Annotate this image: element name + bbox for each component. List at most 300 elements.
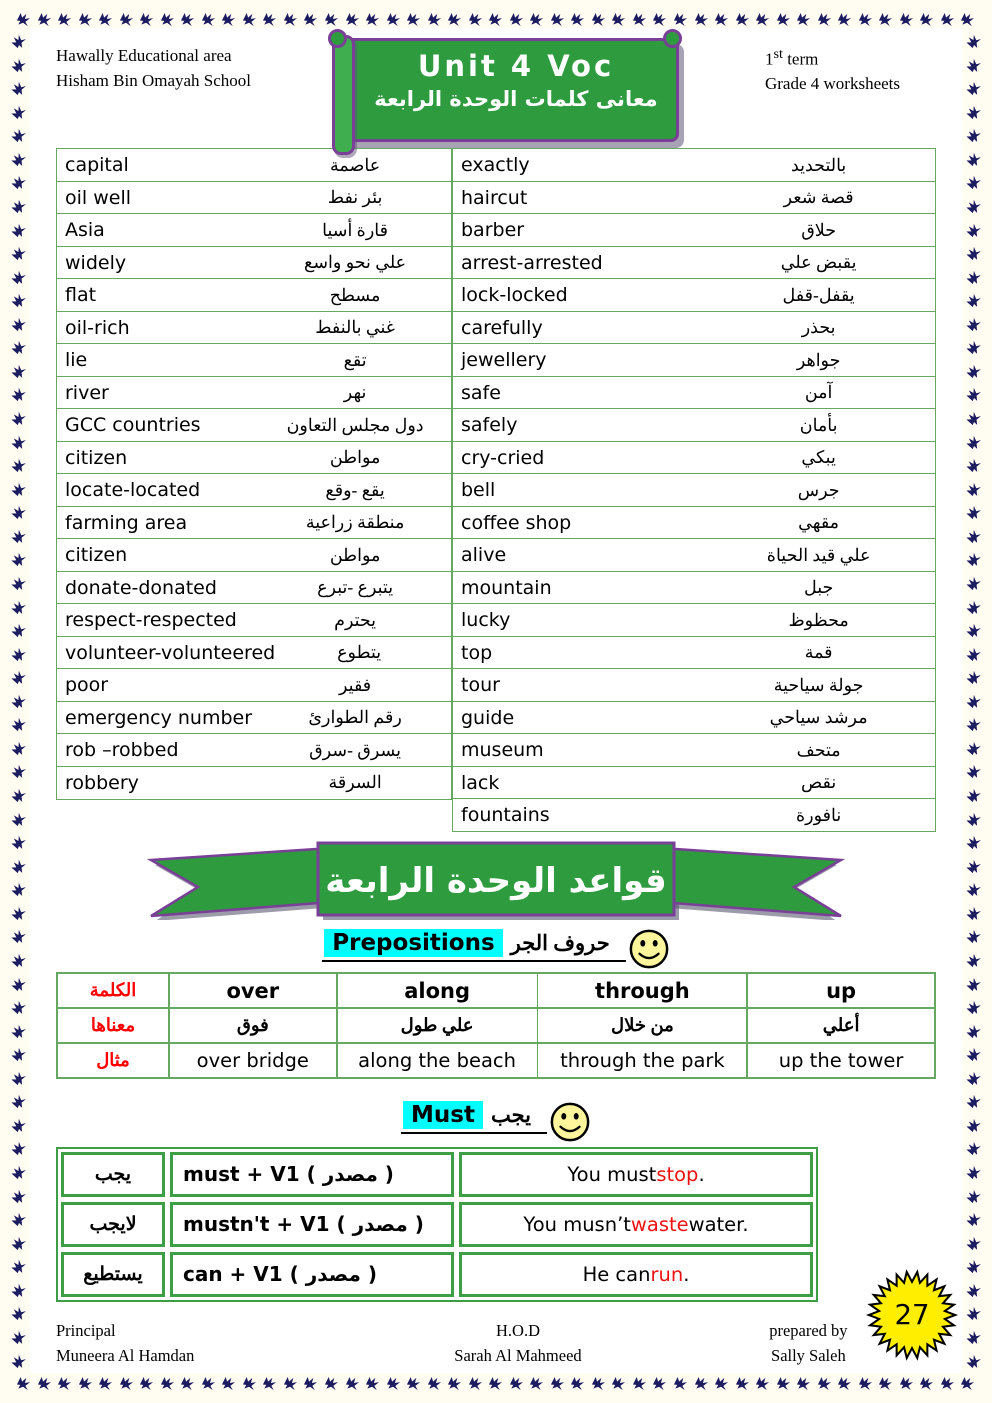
bird-border-icon: [488, 12, 503, 27]
arabic-meaning: نافورة: [796, 804, 842, 825]
arabic-meaning: نقص: [801, 772, 837, 793]
arabic-meaning: قارة أسيا: [322, 219, 389, 240]
bird-border-icon: [964, 315, 982, 333]
bird-border-icon: [9, 551, 27, 569]
bird-border-icon: [817, 1376, 832, 1391]
preposition-word: through: [538, 974, 746, 1007]
bird-border-icon: [345, 12, 360, 27]
bird-border-icon: [9, 244, 27, 262]
prep-row-label: الكلمة: [58, 974, 168, 1007]
arabic-meaning: يسرق -سرق: [309, 739, 401, 760]
vocab-row: [56, 311, 452, 345]
vocab-row: [56, 408, 452, 442]
bird-border-icon: [964, 386, 982, 404]
bird-border-icon: [160, 12, 175, 27]
arabic-meaning: مواطن: [329, 544, 381, 565]
bird-border-icon: [16, 12, 31, 27]
english-word: robbery: [65, 771, 139, 794]
example-highlighted-word: waste: [630, 1212, 689, 1236]
bird-border-icon: [964, 928, 982, 946]
arabic-meaning: بالتحديد: [790, 154, 847, 175]
bird-border-icon: [611, 1376, 626, 1391]
bird-border-icon: [964, 716, 982, 734]
vocab-row: [452, 148, 936, 182]
bird-border-icon: [9, 480, 27, 498]
english-word: donate-donated: [65, 576, 217, 599]
bird-border-icon: [652, 1376, 667, 1391]
bird-border-icon: [406, 1376, 421, 1391]
bird-border-icon: [9, 409, 27, 427]
bird-border-icon: [964, 103, 982, 121]
vocab-row: [56, 148, 452, 182]
bird-border-icon: [9, 857, 27, 875]
bird-border-icon: [591, 12, 606, 27]
bird-border-icon: [776, 1376, 791, 1391]
english-word: alive: [461, 544, 507, 567]
arabic-meaning: علي قيد الحياة: [766, 544, 871, 565]
bird-border-icon: [180, 1376, 195, 1391]
bird-border-icon: [9, 268, 27, 286]
bird-border-icon: [57, 12, 72, 27]
bird-border-icon: [303, 12, 318, 27]
bird-border-icon: [139, 12, 154, 27]
arabic-meaning: علي نحو واسع: [304, 252, 407, 273]
arabic-meaning: تقع: [343, 349, 367, 370]
arabic-meaning: عاصمة: [330, 154, 381, 175]
preposition-word: over: [170, 974, 336, 1007]
example-text: water.: [688, 1212, 749, 1236]
bird-border-icon: [9, 1046, 27, 1064]
scroll-curl-icon: [663, 29, 682, 48]
bird-border-icon: [611, 12, 626, 27]
bird-border-icon: [9, 386, 27, 404]
bird-border-icon: [714, 12, 729, 27]
english-word: capital: [65, 154, 129, 177]
bird-border-icon: [796, 1376, 811, 1391]
bird-border-icon: [9, 56, 27, 74]
arabic-meaning: يتبرع -تبرع: [317, 577, 394, 598]
bird-border-icon: [119, 12, 134, 27]
decorative-border-left: [11, 34, 26, 1369]
bird-border-icon: [447, 12, 462, 27]
preparer-name: Sally Saleh: [771, 1346, 846, 1366]
footer-principal: [56, 1318, 355, 1369]
arabic-meaning: قمة: [804, 642, 833, 663]
vocab-table-right: [452, 148, 936, 832]
school-info: [56, 44, 251, 93]
bird-border-icon: [283, 12, 298, 27]
bird-border-icon: [964, 669, 982, 687]
vocab-row: [452, 376, 936, 410]
bird-border-icon: [714, 1376, 729, 1391]
educational-area: Hawally Educational area: [56, 46, 232, 65]
english-word: fountains: [461, 804, 550, 827]
vocab-row: [56, 181, 452, 215]
must-example-sentence: [459, 1252, 813, 1297]
arabic-meaning: محظوظ: [788, 609, 849, 630]
must-heading: [56, 1095, 936, 1141]
smiley-face-icon: [628, 928, 670, 970]
english-word: safe: [461, 381, 501, 404]
bird-border-icon: [9, 763, 27, 781]
bird-border-icon: [9, 904, 27, 922]
bird-border-icon: [9, 456, 27, 474]
school-name: Hisham Bin Omayah School: [56, 70, 252, 90]
vocab-row: [452, 538, 936, 572]
bird-border-icon: [964, 1046, 982, 1064]
bird-border-icon: [964, 763, 982, 781]
preposition-example: up the tower: [748, 1044, 934, 1077]
bird-border-icon: [878, 1376, 893, 1391]
page-number: 27: [894, 1298, 930, 1332]
bird-border-icon: [964, 504, 982, 522]
prep-row-label: مثال: [58, 1044, 168, 1077]
prepositions-heading: [56, 922, 936, 968]
arabic-meaning: مسطح: [329, 284, 381, 305]
bird-border-icon: [9, 810, 27, 828]
arabic-meaning: يقع -وقع: [325, 479, 385, 500]
bird-border-icon: [427, 1376, 442, 1391]
english-word: top: [461, 641, 493, 664]
vocab-row: [452, 701, 936, 735]
arabic-meaning: يقبض علي: [780, 252, 857, 273]
bird-border-icon: [468, 12, 483, 27]
arabic-meaning: رقم الطوارئ: [308, 707, 402, 728]
bird-border-icon: [940, 12, 955, 27]
english-word: guide: [461, 706, 515, 729]
bird-border-icon: [960, 12, 975, 27]
bird-border-icon: [964, 244, 982, 262]
vocab-row: [56, 766, 452, 800]
must-rules-table: [56, 1147, 818, 1302]
vocab-row: [56, 603, 452, 637]
english-word: jewellery: [461, 349, 547, 372]
bird-border-icon: [9, 669, 27, 687]
bird-border-icon: [632, 1376, 647, 1391]
bird-border-icon: [9, 1234, 27, 1252]
english-word: river: [65, 381, 109, 404]
bird-border-icon: [9, 645, 27, 663]
bird-border-icon: [9, 1258, 27, 1276]
scroll-curl-icon: [328, 29, 347, 48]
grammar-ribbon: [146, 840, 846, 920]
bird-border-icon: [9, 174, 27, 192]
bird-border-icon: [9, 103, 27, 121]
example-highlighted-word: run: [650, 1262, 684, 1286]
bird-border-icon: [9, 362, 27, 380]
ribbon-banner-graphic: [146, 840, 846, 920]
bird-border-icon: [673, 12, 688, 27]
english-word: lock-locked: [461, 284, 568, 307]
bird-border-icon: [858, 12, 873, 27]
bird-border-icon: [9, 1093, 27, 1111]
bird-border-icon: [9, 1163, 27, 1181]
bird-border-icon: [858, 1376, 873, 1391]
bird-border-icon: [735, 1376, 750, 1391]
english-word: citizen: [65, 446, 128, 469]
grammar-ribbon-title: قواعد الوحدة الرابعة: [325, 861, 667, 902]
must-example-sentence: [459, 1202, 813, 1247]
bird-border-icon: [964, 292, 982, 310]
bird-border-icon: [98, 1376, 113, 1391]
vocab-row: [452, 473, 936, 507]
bird-border-icon: [964, 456, 982, 474]
must-row-label: لايجب: [61, 1202, 165, 1247]
scroll-pole-decoration: [332, 35, 355, 155]
bird-border-icon: [964, 1210, 982, 1228]
arabic-meaning: مقهي: [798, 512, 840, 533]
english-word: locate-located: [65, 479, 201, 502]
vocab-row: [56, 571, 452, 605]
bird-border-icon: [9, 1210, 27, 1228]
must-row-label: يجب: [61, 1152, 165, 1197]
vocab-row: [56, 473, 452, 507]
term-info: [765, 44, 900, 97]
bird-border-icon: [964, 645, 982, 663]
bird-border-icon: [9, 598, 27, 616]
arabic-meaning: بأمان: [799, 414, 838, 435]
bird-border-icon: [9, 127, 27, 145]
must-heading-text: [401, 1101, 547, 1134]
preposition-meaning: فوق: [170, 1009, 336, 1042]
bird-border-icon: [262, 12, 277, 27]
bird-border-icon: [9, 1140, 27, 1158]
bird-border-icon: [160, 1376, 175, 1391]
unit-title: Unit 4 Voc: [417, 49, 615, 83]
bird-border-icon: [817, 12, 832, 27]
bird-border-icon: [755, 1376, 770, 1391]
vocab-row: [452, 603, 936, 637]
bird-border-icon: [964, 197, 982, 215]
bird-border-icon: [964, 551, 982, 569]
arabic-meaning: قصة شعر: [783, 187, 854, 208]
bird-border-icon: [796, 12, 811, 27]
bird-border-icon: [9, 1022, 27, 1040]
bird-border-icon: [37, 12, 52, 27]
bird-border-icon: [9, 998, 27, 1016]
bird-border-icon: [9, 292, 27, 310]
vocab-row: [452, 343, 936, 377]
bird-border-icon: [529, 1376, 544, 1391]
bird-border-icon: [673, 1376, 688, 1391]
grade-line: Grade 4 worksheets: [764, 74, 900, 94]
bird-border-icon: [899, 12, 914, 27]
english-word: cry-cried: [461, 446, 545, 469]
english-word: respect-respected: [65, 609, 237, 632]
english-word: GCC countries: [65, 414, 201, 437]
bird-border-icon: [570, 12, 585, 27]
prepositions-title-english: Prepositions: [324, 929, 502, 957]
vocab-row: [56, 733, 452, 767]
arabic-meaning: جواهر: [796, 349, 841, 370]
must-example-sentence: [459, 1152, 813, 1197]
bird-border-icon: [9, 433, 27, 451]
bird-border-icon: [9, 1305, 27, 1323]
decorative-border-right: [966, 34, 981, 1369]
must-row-label: يستطيع: [61, 1252, 165, 1297]
page-content: [30, 28, 962, 1373]
arabic-meaning: بئر نفط: [327, 187, 383, 208]
bird-border-icon: [98, 12, 113, 27]
arabic-meaning: يبكي: [801, 447, 836, 468]
english-word: exactly: [461, 154, 530, 177]
bird-border-icon: [9, 32, 27, 50]
bird-border-icon: [345, 1376, 360, 1391]
preposition-meaning: أعلي: [748, 1009, 934, 1042]
english-word: lie: [65, 349, 88, 372]
bird-border-icon: [78, 1376, 93, 1391]
english-word: volunteer-volunteered: [65, 641, 276, 664]
bird-border-icon: [964, 951, 982, 969]
hod-role: H.O.D: [495, 1320, 540, 1340]
bird-border-icon: [964, 1163, 982, 1181]
english-word: lack: [461, 771, 500, 794]
hod-name: Sarah Al Mahmeed: [454, 1346, 582, 1366]
bird-border-icon: [180, 12, 195, 27]
arabic-meaning: نهر: [343, 382, 367, 403]
bird-border-icon: [755, 12, 770, 27]
arabic-meaning: جبل: [803, 577, 834, 598]
bird-border-icon: [9, 975, 27, 993]
decorative-border-bottom: [16, 1376, 976, 1391]
bird-border-icon: [9, 1328, 27, 1346]
bird-border-icon: [365, 1376, 380, 1391]
english-word: oil well: [65, 186, 132, 209]
bird-border-icon: [550, 1376, 565, 1391]
bird-border-icon: [964, 857, 982, 875]
bird-border-icon: [964, 1140, 982, 1158]
preposition-example: through the park: [538, 1044, 746, 1077]
bird-border-icon: [9, 951, 27, 969]
must-title-arabic: يجب: [490, 1103, 531, 1128]
bird-border-icon: [324, 1376, 339, 1391]
unit-subtitle-arabic: معانى كلمات الوحدة الرابعة: [374, 87, 658, 111]
bird-border-icon: [964, 810, 982, 828]
example-text: You musn’t: [523, 1212, 631, 1236]
bird-border-icon: [303, 1376, 318, 1391]
bird-border-icon: [878, 12, 893, 27]
arabic-meaning: متحف: [796, 739, 841, 760]
bird-border-icon: [964, 56, 982, 74]
bird-border-icon: [9, 221, 27, 239]
vocab-row: [452, 181, 936, 215]
example-text: .: [683, 1262, 690, 1286]
bird-border-icon: [9, 716, 27, 734]
smiley-face-icon: [549, 1101, 591, 1143]
bird-border-icon: [964, 150, 982, 168]
bird-border-icon: [9, 574, 27, 592]
title-banner: [337, 38, 679, 142]
arabic-meaning: حلاق: [801, 219, 837, 240]
decorative-border-top: [16, 12, 976, 27]
prepositions-heading-text: [322, 929, 626, 962]
bird-border-icon: [776, 12, 791, 27]
bird-border-icon: [899, 1376, 914, 1391]
term-line: [765, 44, 900, 72]
arabic-meaning: فقير: [339, 674, 372, 695]
bird-border-icon: [964, 174, 982, 192]
bird-border-icon: [964, 527, 982, 545]
bird-border-icon: [242, 1376, 257, 1391]
bird-border-icon: [964, 881, 982, 899]
bird-border-icon: [201, 12, 216, 27]
bird-border-icon: [964, 1305, 982, 1323]
bird-border-icon: [221, 12, 236, 27]
bird-border-icon: [9, 833, 27, 851]
must-formula: must + V1 ( مصدر ): [170, 1152, 454, 1197]
english-word: mountain: [461, 576, 552, 599]
page-number-starburst: [866, 1269, 958, 1361]
term-number: 1: [764, 49, 774, 69]
bird-border-icon: [9, 1069, 27, 1087]
arabic-meaning: منطقة زراعية: [305, 512, 405, 533]
bird-border-icon: [837, 12, 852, 27]
arabic-meaning: يقفل-قفل: [782, 284, 855, 305]
bird-border-icon: [324, 12, 339, 27]
bird-border-icon: [919, 12, 934, 27]
vocab-row: [56, 213, 452, 247]
bird-border-icon: [837, 1376, 852, 1391]
vocab-row: [452, 213, 936, 247]
bird-border-icon: [964, 32, 982, 50]
arabic-meaning: السرقة: [328, 772, 382, 793]
bird-border-icon: [964, 574, 982, 592]
bird-border-icon: [9, 1281, 27, 1299]
english-word: poor: [65, 674, 109, 697]
term-ordinal: st: [773, 46, 783, 62]
prepared-by-label: prepared by: [769, 1320, 848, 1340]
bird-border-icon: [9, 79, 27, 97]
vocab-row: [56, 668, 452, 702]
bird-border-icon: [964, 480, 982, 498]
example-text: .: [698, 1162, 705, 1186]
bird-border-icon: [283, 1376, 298, 1391]
bird-border-icon: [9, 315, 27, 333]
bird-border-icon: [694, 12, 709, 27]
bird-border-icon: [9, 527, 27, 545]
vocabulary-section: [56, 148, 936, 832]
vocab-row: [56, 441, 452, 475]
arabic-meaning: مرشد سياحي: [769, 707, 868, 728]
bird-border-icon: [201, 1376, 216, 1391]
english-word: farming area: [65, 511, 188, 534]
example-text: He can: [582, 1262, 651, 1286]
principal-role: Principal: [56, 1320, 116, 1340]
arabic-meaning: مواطن: [329, 447, 381, 468]
bird-border-icon: [964, 221, 982, 239]
vocab-row: [452, 733, 936, 767]
bird-border-icon: [694, 1376, 709, 1391]
bird-border-icon: [9, 1352, 27, 1370]
bird-border-icon: [242, 12, 257, 27]
bird-border-icon: [964, 598, 982, 616]
bird-border-icon: [9, 197, 27, 215]
must-formula: can + V1 ( مصدر ): [170, 1252, 454, 1297]
vocab-row: [452, 408, 936, 442]
bird-border-icon: [509, 1376, 524, 1391]
bird-border-icon: [940, 1376, 955, 1391]
vocab-row: [56, 376, 452, 410]
bird-border-icon: [570, 1376, 585, 1391]
bird-border-icon: [960, 1376, 975, 1391]
english-word: carefully: [461, 316, 543, 339]
english-word: Asia: [65, 219, 105, 242]
bird-border-icon: [488, 1376, 503, 1391]
english-word: flat: [65, 284, 97, 307]
bird-border-icon: [964, 127, 982, 145]
preposition-meaning: من خلال: [538, 1009, 746, 1042]
bird-border-icon: [78, 12, 93, 27]
